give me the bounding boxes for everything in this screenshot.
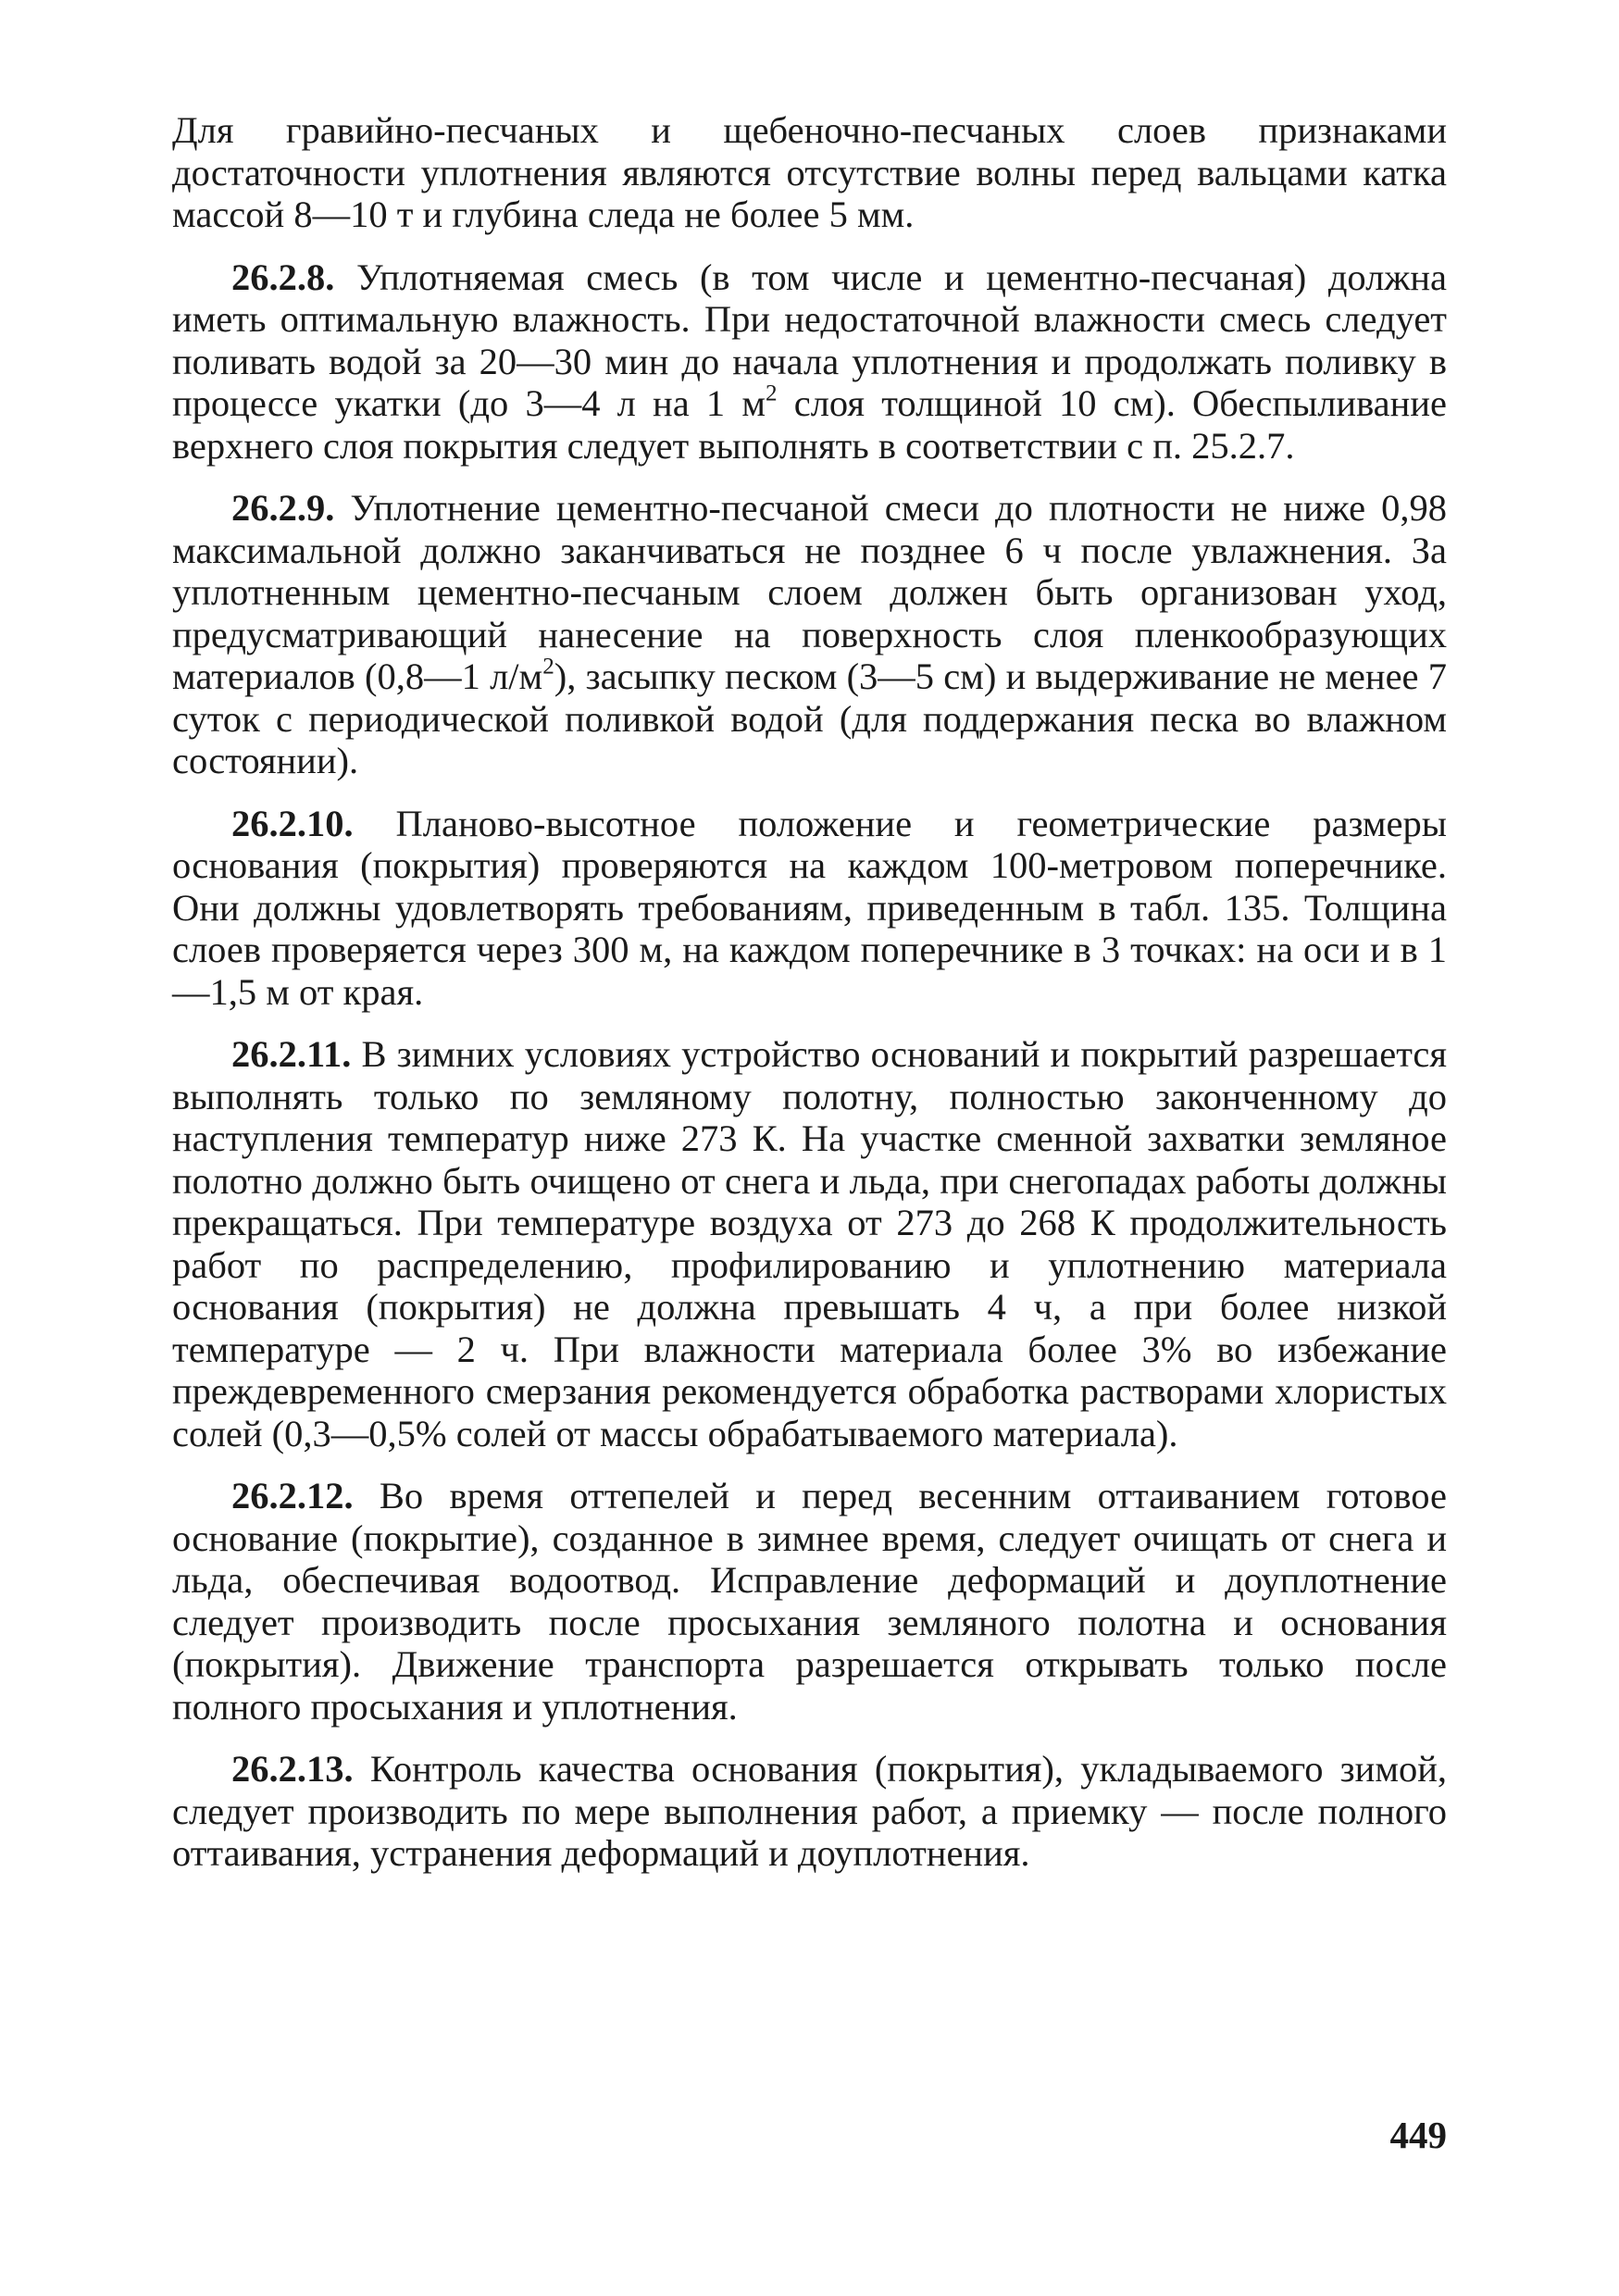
paragraph-26-2-8 (172, 256, 1447, 468)
paragraph-26-2-10 (172, 803, 1447, 1014)
paragraph-26-2-11 (172, 1033, 1447, 1454)
paragraph-text: ), засыпку песком (3—5 см) и выдерживание не менее 7 суток с периодической поливкой водой (для поддержания песка во влажном состоянии). (172, 655, 1447, 781)
section-number: 26.2.9. (231, 487, 335, 529)
superscript: 2 (765, 381, 778, 406)
section-number: 26.2.8. (231, 256, 335, 298)
paragraph-text: Уплотнение цементно-песчаной смеси до плотности не ниже 0,98 максимальной должно заканчиваться не позднее 6 ч после увлажнения. За уплотненным цементно-песчаным слоем должен быть организован уход, предусматривающий нанесение на поверхность слоя пленкообразующих материалов (0,8—1 л/м (172, 487, 1447, 697)
section-number: 26.2.11. (231, 1033, 352, 1075)
paragraph-26-2-9 (172, 487, 1447, 782)
paragraph-text: В зимних условиях устройство оснований и покрытий разрешается выполнять только по земляному полотну, полностью законченному до наступления температур ниже 273 К. На участке сменной захватки земляное полотно должно быть очищено от снега и льда, при снегопадах работы должны прекращаться. При температуре воздуха от 273 до 268 К продолжительность работ по распределению, профилированию и уплотнению материала основания (покрытия) не должна превышать 4 ч, а при более низкой температуре — 2 ч. При влажности материала более 3% во избежание преждевременного смерзания рекомендуется обработка растворами хлористых солей (0,3—0,5% солей от массы обрабатываемого материала). (172, 1033, 1447, 1454)
page-number: 449 (1389, 2114, 1447, 2156)
section-number: 26.2.13. (231, 1748, 354, 1790)
paragraph-26-2-13 (172, 1748, 1447, 1875)
paragraph-26-2-12 (172, 1475, 1447, 1728)
section-number: 26.2.12. (231, 1475, 354, 1516)
paragraph-text: Планово-высотное положение и геометрические размеры основания (покрытия) проверяются на каждом 100-метровом поперечнике. Они должны удовлетворять требованиям, приведенным в табл. 135. Толщина слоев проверяется через 300 м, на каждом поперечнике в 3 точках: на оси и в 1—1,5 м от края. (172, 802, 1447, 1013)
superscript: 2 (542, 654, 554, 680)
section-number: 26.2.10. (231, 802, 354, 844)
paragraph-text: Для гравийно-песчаных и щебеночно-песчаных слоев признаками достаточности уплотнения являются отсутствие волны перед вальцами катка массой 8—10 т и глубина следа не более 5 мм. (172, 109, 1447, 235)
paragraph-text: Уплотняемая смесь (в том числе и цементно-песчаная) должна иметь оптимальную влажность. При недостаточной влажности смесь следует поливать водой за 20—30 мин до начала уплотнения и продолжать поливку в процессе укатки (до 3—4 л на 1 м (172, 256, 1447, 424)
paragraph-intro (172, 109, 1447, 236)
paragraph-text: слоя толщиной 10 см). Обеспыливание верхнего слоя покрытия следует выполнять в соответствии с п. 25.2.7. (172, 382, 1447, 467)
paragraph-text: Контроль качества основания (покрытия), укладываемого зимой, следует производить по мере выполнения работ, а приемку — после полного оттаивания, устранения деформаций и доуплотнения. (172, 1748, 1447, 1874)
paragraph-text: Во время оттепелей и перед весенним оттаиванием готовое основание (покрытие), созданное в зимнее время, следует очищать от снега и льда, обеспечивая водоотвод. Исправление деформаций и доуплотнение следует производить после просыхания земляного полотна и основания (покрытия). Движение транспорта разрешается открывать только после полного просыхания и уплотнения. (172, 1475, 1447, 1728)
page-body (172, 109, 1447, 1895)
